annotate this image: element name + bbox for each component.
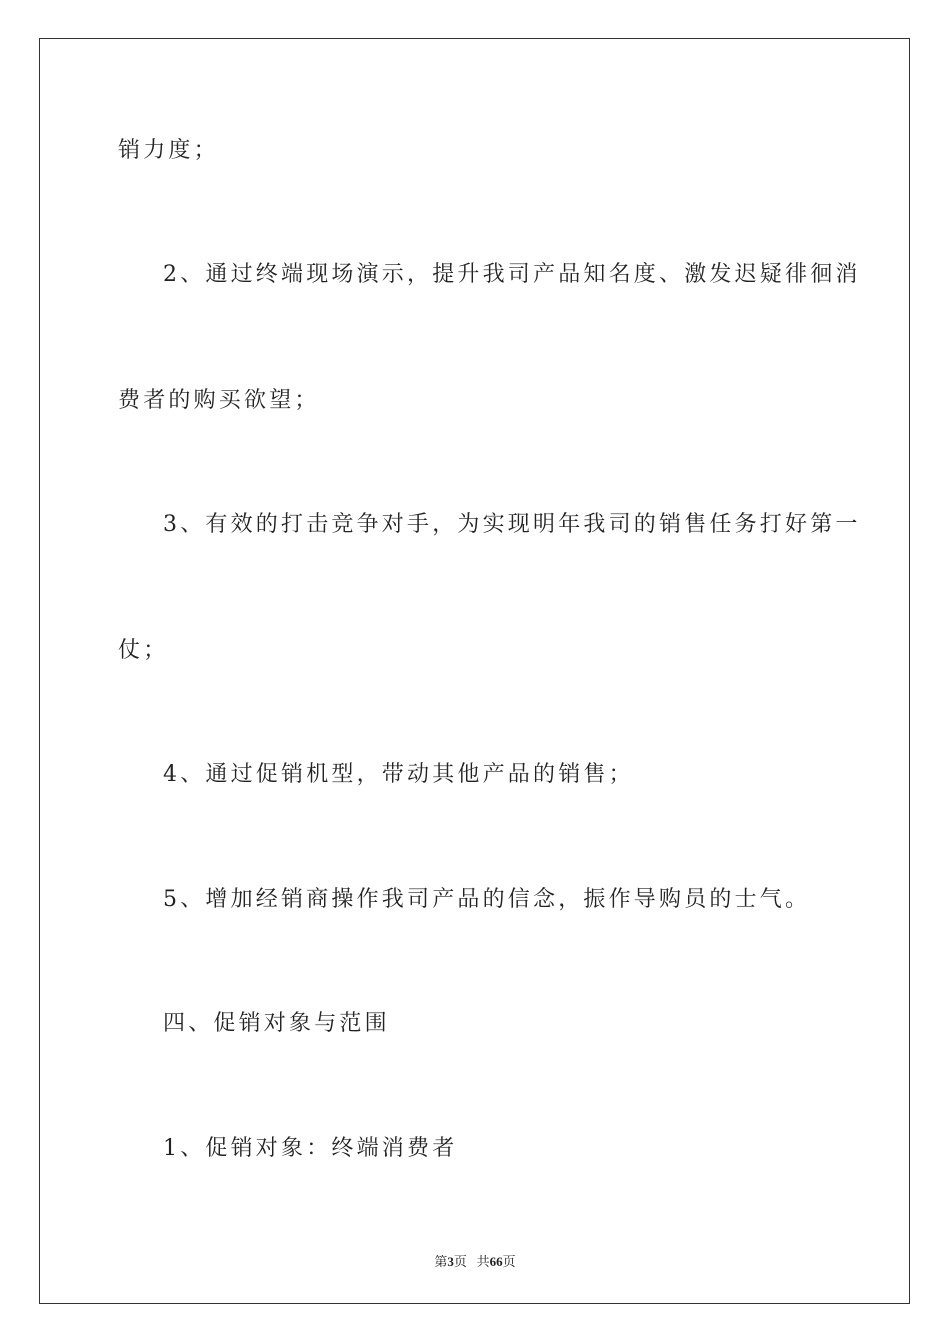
body-line-3: 费者的购买欲望； [118,388,320,413]
body-line-6: 4、通过促销机型，带动其他产品的销售； [163,762,634,787]
section-heading: 四、促销对象与范围 [163,1011,390,1036]
body-line-5: 仗； [118,638,169,663]
footer-page-suffix: 页 [453,1254,467,1269]
body-line-7: 5、增加经销商操作我司产品的信念，振作导购员的士气。 [163,887,811,912]
footer-total-pages: 66 [489,1254,503,1269]
footer-total-suffix: 页 [502,1254,516,1269]
page-footer [0,1251,950,1270]
body-line-1: 销力度； [118,138,219,163]
footer-total-prefix: 共 [476,1254,490,1269]
footer-page-prefix: 第 [434,1254,448,1269]
footer-page-number: 3 [447,1254,454,1269]
body-line-2: 2、通过终端现场演示，提升我司产品知名度、激发迟疑徘徊消 [163,262,861,287]
page-border [39,38,910,1304]
body-line-9: 1、促销对象：终端消费者 [163,1136,458,1161]
body-line-4: 3、有效的打击竞争对手，为实现明年我司的销售任务打好第一 [163,512,861,537]
